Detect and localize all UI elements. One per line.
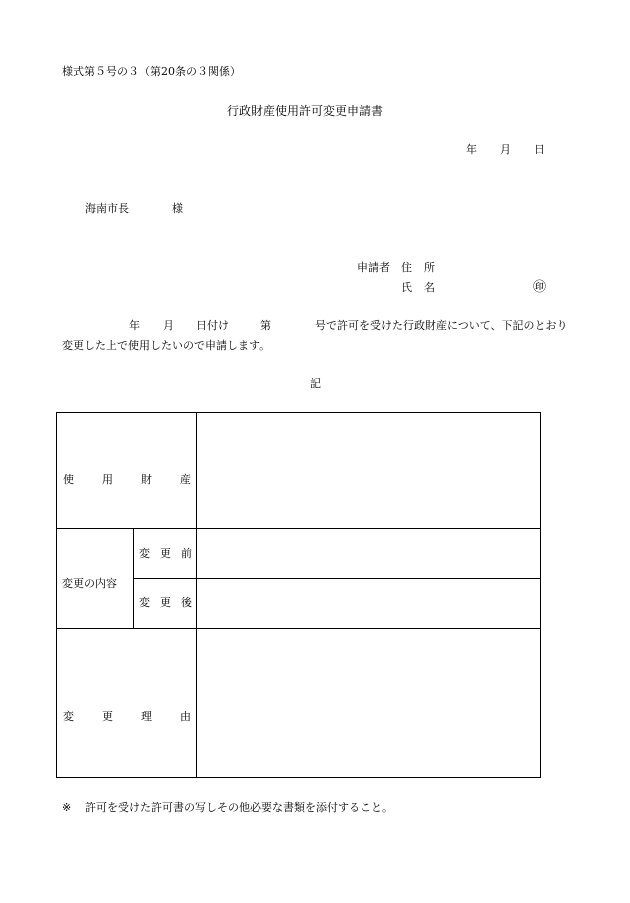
applicant-label: 申請者	[357, 261, 390, 274]
footnote-mark: ※	[62, 801, 72, 814]
body-line2: 変更した上で使用したいので申請します。	[62, 339, 271, 352]
addressee-honorific: 様	[172, 202, 183, 215]
reason-field[interactable]	[198, 630, 539, 776]
table-row-line-sub	[133, 578, 541, 579]
table-row-line-1	[56, 528, 541, 529]
change-content-label: 変更の内容	[62, 577, 117, 590]
property-label: 使 用 財 産	[63, 473, 191, 486]
body-year: 年	[129, 319, 140, 332]
footnote-text: 許可を受けた許可書の写しその他必要な書類を添付すること。	[85, 801, 393, 814]
before-field[interactable]	[198, 530, 539, 576]
table-divider-main	[196, 412, 197, 778]
address-label-2: 所	[424, 261, 435, 274]
after-label: 変 更 後	[139, 596, 192, 609]
name-label-2: 名	[424, 281, 435, 294]
seal-mark: ㊞	[533, 280, 547, 295]
address-label-1: 住	[401, 261, 412, 274]
reason-label: 変 更 理 由	[63, 710, 191, 723]
before-label: 変 更 前	[139, 547, 192, 560]
after-field[interactable]	[198, 580, 539, 626]
form-number: 様式第５号の３（第20条の３関係）	[62, 65, 241, 78]
property-field[interactable]	[198, 414, 539, 526]
table-row-line-2	[56, 628, 541, 629]
date-year-label: 年	[466, 143, 477, 156]
addressee-name: 海南市長	[85, 202, 129, 215]
date-month-label: 月	[500, 143, 511, 156]
body-month: 月	[163, 319, 174, 332]
body-number-prefix: 第	[260, 319, 271, 332]
date-day-label: 日	[534, 143, 545, 156]
name-label-1: 氏	[401, 281, 412, 294]
ki-heading: 記	[310, 377, 321, 390]
document-title: 行政財産使用許可変更申請書	[227, 104, 384, 118]
body-day-dated: 日付け	[196, 319, 229, 332]
body-line1-rest: 号で許可を受けた行政財産について、下記のとおり	[315, 319, 568, 332]
